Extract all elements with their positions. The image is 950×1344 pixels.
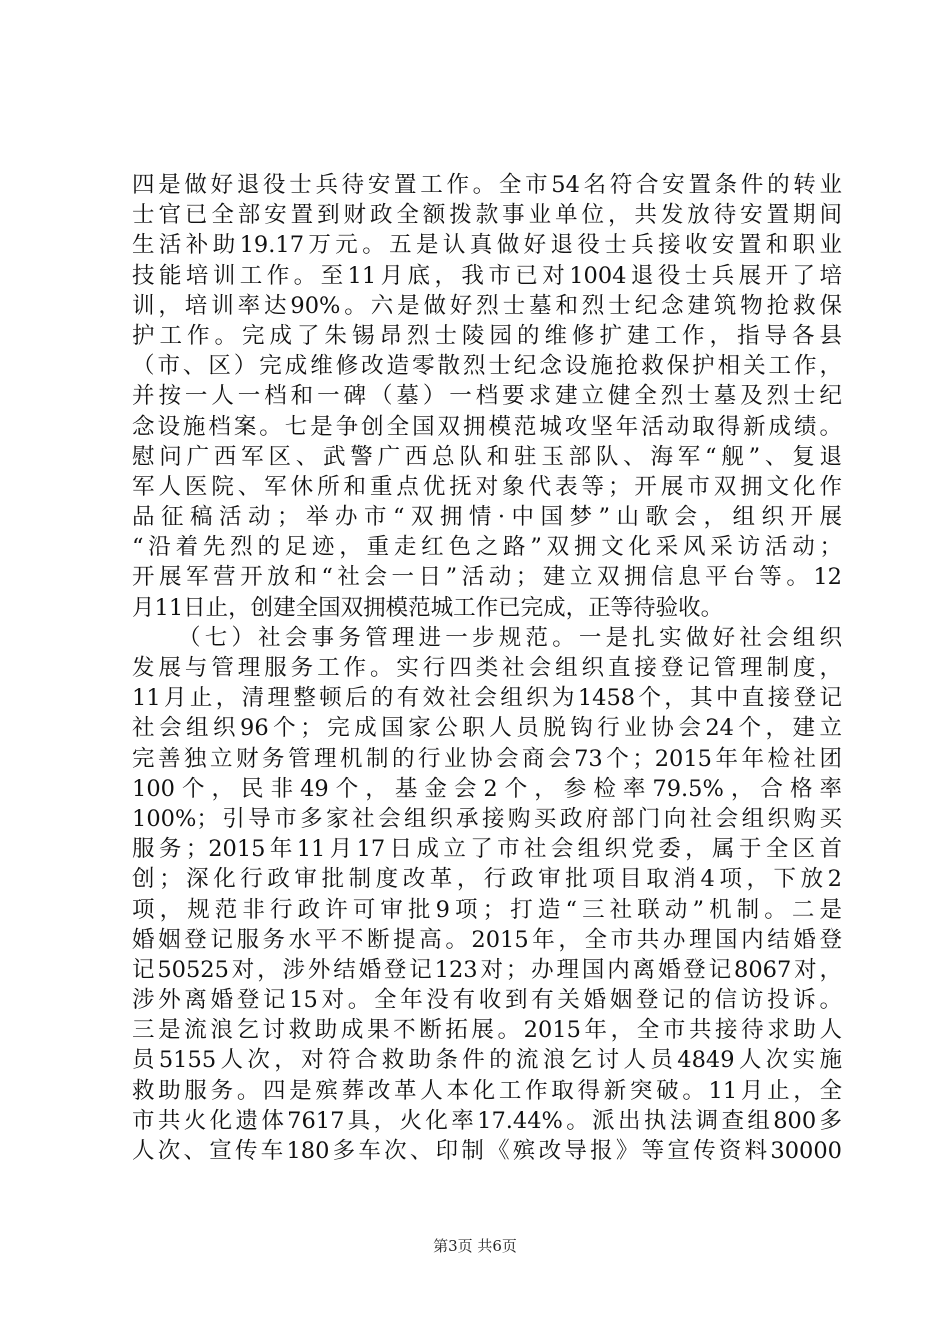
text-line: 训，培训率达90%。六是做好烈士墓和烈士纪念建筑物抢救保 — [132, 292, 842, 319]
text-line: 100个，民非49个，基金会2个，参检率79.5%，合格率 — [132, 775, 842, 802]
text-line: 念设施档案。七是争创全国双拥模范城攻坚年活动取得新成绩。 — [132, 413, 842, 440]
page-number: 第3页 共6页 — [433, 1237, 517, 1255]
text-line: 完善独立财务管理机制的行业协会商会73个；2015年年检社团 — [132, 745, 842, 772]
text-line: “沿着先烈的足迹，重走红色之路”双拥文化采风采访活动； — [132, 534, 842, 561]
text-line: 服务；2015年11月17日成立了市社会组织党委，属于全区首 — [132, 836, 842, 863]
text-line: 记50525对，涉外结婚登记123对；办理国内离婚登记8067对， — [132, 956, 842, 983]
text-line: （市、区）完成维修改造零散烈士纪念设施抢救保护相关工作， — [132, 353, 842, 380]
text-line: 项，规范非行政许可审批9项；打造“三社联动”机制。二是 — [132, 896, 842, 923]
text-line: 三是流浪乞讨救助成果不断拓展。2015年，全市共接待求助人 — [132, 1017, 842, 1044]
text-line: 技能培训工作。至11月底，我市已对1004退役士兵展开了培 — [132, 262, 842, 289]
text-line: 市共火化遗体7617具，火化率17.44%。派出执法调查组800多 — [132, 1107, 842, 1134]
text-line: 社会组织96个；完成国家公职人员脱钩行业协会24个，建立 — [132, 715, 842, 742]
text-line: 救助服务。四是殡葬改革人本化工作取得新突破。11月止，全 — [132, 1077, 842, 1104]
text-line: 并按一人一档和一碑（墓）一档要求建立健全烈士墓及烈士纪 — [132, 383, 842, 410]
document-body — [132, 170, 842, 1166]
text-line: 婚姻登记服务水平不断提高。2015年，全市共办理国内结婚登 — [132, 926, 842, 953]
section-heading-line: （七）社会事务管理进一步规范。一是扎实做好社会组织 — [178, 624, 842, 651]
text-line: 生活补助19.17万元。五是认真做好退役士兵接收安置和职业 — [132, 232, 842, 259]
text-line: 月11日止，创建全国双拥模范城工作已完成，正等待验收。 — [132, 594, 724, 621]
text-line: 员5155人次，对符合救助条件的流浪乞讨人员4849人次实施 — [132, 1047, 842, 1074]
text-line: 士官已全部安置到财政全额拨款事业单位，共发放待安置期间 — [132, 202, 842, 229]
text-line: 军人医院、军休所和重点优抚对象代表等；开展市双拥文化作 — [132, 473, 842, 500]
text-line: 涉外离婚登记15对。全年没有收到有关婚姻登记的信访投诉。 — [132, 987, 842, 1014]
text-line: 创；深化行政审批制度改革，行政审批项目取消4项，下放2 — [132, 866, 842, 893]
text-line: 100%；引导市多家社会组织承接购买政府部门向社会组织购买 — [132, 805, 842, 832]
text-line: 发展与管理服务工作。实行四类社会组织直接登记管理制度， — [132, 655, 842, 681]
text-line: 慰问广西军区、武警广西总队和驻玉部队、海军“舰”、复退 — [132, 443, 842, 470]
text-line: 四是做好退役士兵待安置工作。全市54名符合安置条件的转业 — [132, 172, 842, 198]
text-line: 开展军营开放和“社会一日”活动；建立双拥信息平台等。12 — [132, 564, 842, 591]
text-line: 11月止，清理整顿后的有效社会组织为1458个，其中直接登记 — [132, 685, 842, 712]
text-line: 护工作。完成了朱锡昂烈士陵园的维修扩建工作，指导各县 — [132, 322, 842, 349]
text-line: 品征稿活动；举办市“双拥情·中国梦”山歌会，组织开展 — [132, 504, 842, 531]
text-line: 人次、宣传车180多车次、印制《殡改导报》等宣传资料30000 — [132, 1138, 842, 1164]
